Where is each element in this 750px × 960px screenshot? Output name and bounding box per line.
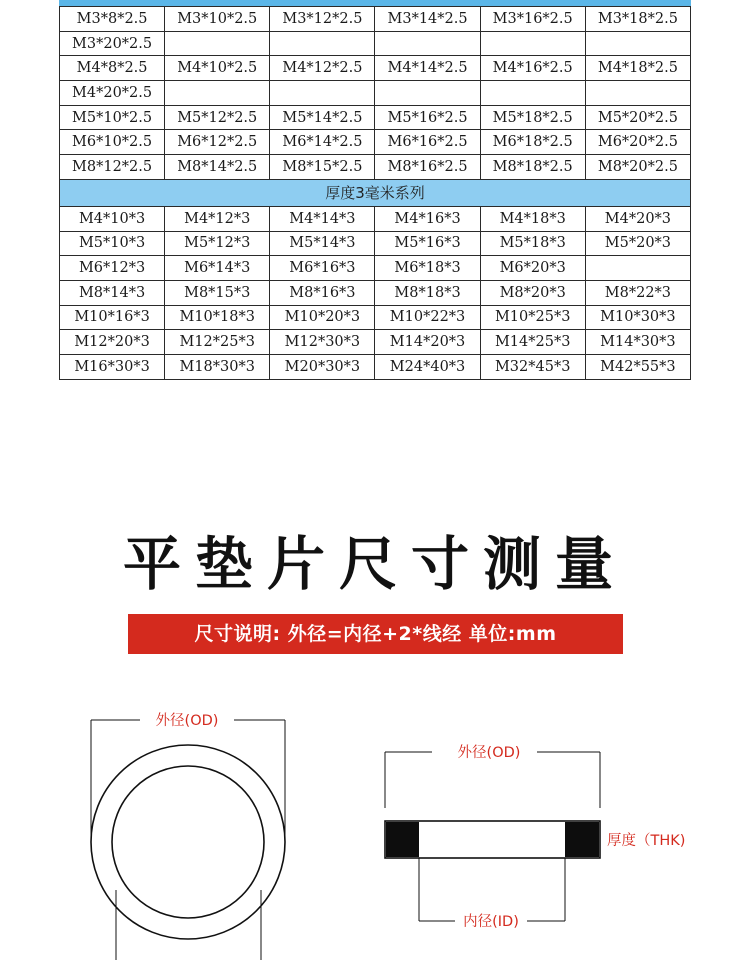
table-cell: M6*14*3 xyxy=(165,256,270,281)
table-row xyxy=(60,354,691,379)
table-cell: M4*18*3 xyxy=(480,206,585,231)
table-cell: M6*20*2.5 xyxy=(585,130,690,155)
table-cell xyxy=(585,256,690,281)
table-cell: M6*12*3 xyxy=(60,256,165,281)
table-cell: M5*14*2.5 xyxy=(270,105,375,130)
table-cell xyxy=(165,81,270,106)
section-3mm-rows xyxy=(60,206,691,379)
front-od-label: 外径(OD) xyxy=(155,713,219,729)
table-cell xyxy=(270,81,375,106)
section-3mm-header xyxy=(60,179,691,206)
table-cell: M3*20*2.5 xyxy=(60,31,165,56)
id-label: 内径(ID) xyxy=(463,914,519,930)
table-cell: M6*16*3 xyxy=(270,256,375,281)
table-cell: M10*22*3 xyxy=(375,305,480,330)
table-cell: M8*16*2.5 xyxy=(375,155,480,180)
section-title: 厚度3毫米系列 xyxy=(60,179,691,206)
side-view xyxy=(385,744,685,930)
table-cell: M4*12*3 xyxy=(165,206,270,231)
table-cell: M4*14*2.5 xyxy=(375,56,480,81)
table-row xyxy=(60,206,691,231)
table-cell: M3*8*2.5 xyxy=(60,7,165,32)
table-cell: M5*12*3 xyxy=(165,231,270,256)
table-cell: M4*8*2.5 xyxy=(60,56,165,81)
table-cell: M5*16*2.5 xyxy=(375,105,480,130)
table-cell: M5*20*2.5 xyxy=(585,105,690,130)
table-cell: M8*18*3 xyxy=(375,280,480,305)
table-cell: M10*18*3 xyxy=(165,305,270,330)
table-cell: M8*16*3 xyxy=(270,280,375,305)
front-view xyxy=(91,712,285,960)
table-cell xyxy=(165,31,270,56)
table-cell: M10*30*3 xyxy=(585,305,690,330)
table-cell: M3*14*2.5 xyxy=(375,7,480,32)
section-2.5mm-rows xyxy=(60,7,691,180)
table-row xyxy=(60,81,691,106)
thickness-label: 厚度（THK) xyxy=(607,833,686,849)
table-cell: M16*30*3 xyxy=(60,354,165,379)
washer-material-left xyxy=(386,822,419,857)
table-cell: M5*12*2.5 xyxy=(165,105,270,130)
table-cell: M20*30*3 xyxy=(270,354,375,379)
table-row xyxy=(60,231,691,256)
table-cell: M4*12*2.5 xyxy=(270,56,375,81)
table-cell: M6*14*2.5 xyxy=(270,130,375,155)
table-cell: M8*14*3 xyxy=(60,280,165,305)
outer-circle xyxy=(91,745,285,939)
table-cell: M3*12*2.5 xyxy=(270,7,375,32)
washer-diagram xyxy=(0,690,750,960)
table-cell: M8*12*2.5 xyxy=(60,155,165,180)
table-row xyxy=(60,280,691,305)
table-cell: M12*25*3 xyxy=(165,330,270,355)
table-cell: M4*14*3 xyxy=(270,206,375,231)
table-cell: M18*30*3 xyxy=(165,354,270,379)
table-cell: M10*16*3 xyxy=(60,305,165,330)
table-cell: M12*20*3 xyxy=(60,330,165,355)
table-cell: M5*18*3 xyxy=(480,231,585,256)
table-cell: M4*20*3 xyxy=(585,206,690,231)
table-cell: M5*14*3 xyxy=(270,231,375,256)
table-cell: M8*22*3 xyxy=(585,280,690,305)
table-cell xyxy=(375,81,480,106)
table-row xyxy=(60,256,691,281)
table-cell: M5*18*2.5 xyxy=(480,105,585,130)
table-cell: M4*10*3 xyxy=(60,206,165,231)
table-cell: M10*20*3 xyxy=(270,305,375,330)
table-cell: M14*25*3 xyxy=(480,330,585,355)
table-cell: M5*10*3 xyxy=(60,231,165,256)
table-cell xyxy=(480,81,585,106)
size-note-banner: 尺寸说明: 外径=内径+2*线经 单位:mm xyxy=(128,614,623,654)
table-cell: M12*30*3 xyxy=(270,330,375,355)
table-cell xyxy=(270,31,375,56)
table-cell: M6*16*2.5 xyxy=(375,130,480,155)
table-cell xyxy=(375,31,480,56)
table-cell: M8*15*2.5 xyxy=(270,155,375,180)
table-row xyxy=(60,130,691,155)
table-cell: M14*20*3 xyxy=(375,330,480,355)
table-cell xyxy=(480,31,585,56)
table-cell: M3*10*2.5 xyxy=(165,7,270,32)
table-row xyxy=(60,155,691,180)
inner-circle xyxy=(112,766,264,918)
table-cell: M14*30*3 xyxy=(585,330,690,355)
page-title: 平垫片尺寸测量 xyxy=(122,530,627,598)
table-cell: M6*20*3 xyxy=(480,256,585,281)
table-cell: M6*18*2.5 xyxy=(480,130,585,155)
table-row xyxy=(60,330,691,355)
table-cell: M8*14*2.5 xyxy=(165,155,270,180)
washer-material-right xyxy=(565,822,599,857)
table-cell: M4*20*2.5 xyxy=(60,81,165,106)
table-cell: M4*16*2.5 xyxy=(480,56,585,81)
table-cell: M8*15*3 xyxy=(165,280,270,305)
table-row xyxy=(60,56,691,81)
table-row xyxy=(60,105,691,130)
table-cell: M8*20*3 xyxy=(480,280,585,305)
table-cell: M4*16*3 xyxy=(375,206,480,231)
table-row xyxy=(60,31,691,56)
table-cell: M42*55*3 xyxy=(585,354,690,379)
table-cell: M24*40*3 xyxy=(375,354,480,379)
table-cell: M5*10*2.5 xyxy=(60,105,165,130)
table-cell: M5*20*3 xyxy=(585,231,690,256)
table-cell: M3*16*2.5 xyxy=(480,7,585,32)
table-cell xyxy=(585,31,690,56)
table-cell: M8*20*2.5 xyxy=(585,155,690,180)
table-row xyxy=(60,7,691,32)
side-od-label: 外径(OD) xyxy=(457,745,521,761)
table-cell: M10*25*3 xyxy=(480,305,585,330)
table-cell: M6*18*3 xyxy=(375,256,480,281)
table-cell: M3*18*2.5 xyxy=(585,7,690,32)
table-cell: M32*45*3 xyxy=(480,354,585,379)
table-cell: M4*18*2.5 xyxy=(585,56,690,81)
table-cell: M6*10*2.5 xyxy=(60,130,165,155)
table-cell: M5*16*3 xyxy=(375,231,480,256)
table-row xyxy=(60,305,691,330)
table-cell: M8*18*2.5 xyxy=(480,155,585,180)
washer-size-table xyxy=(59,6,691,380)
table-cell: M6*12*2.5 xyxy=(165,130,270,155)
table-cell xyxy=(585,81,690,106)
table-cell: M4*10*2.5 xyxy=(165,56,270,81)
